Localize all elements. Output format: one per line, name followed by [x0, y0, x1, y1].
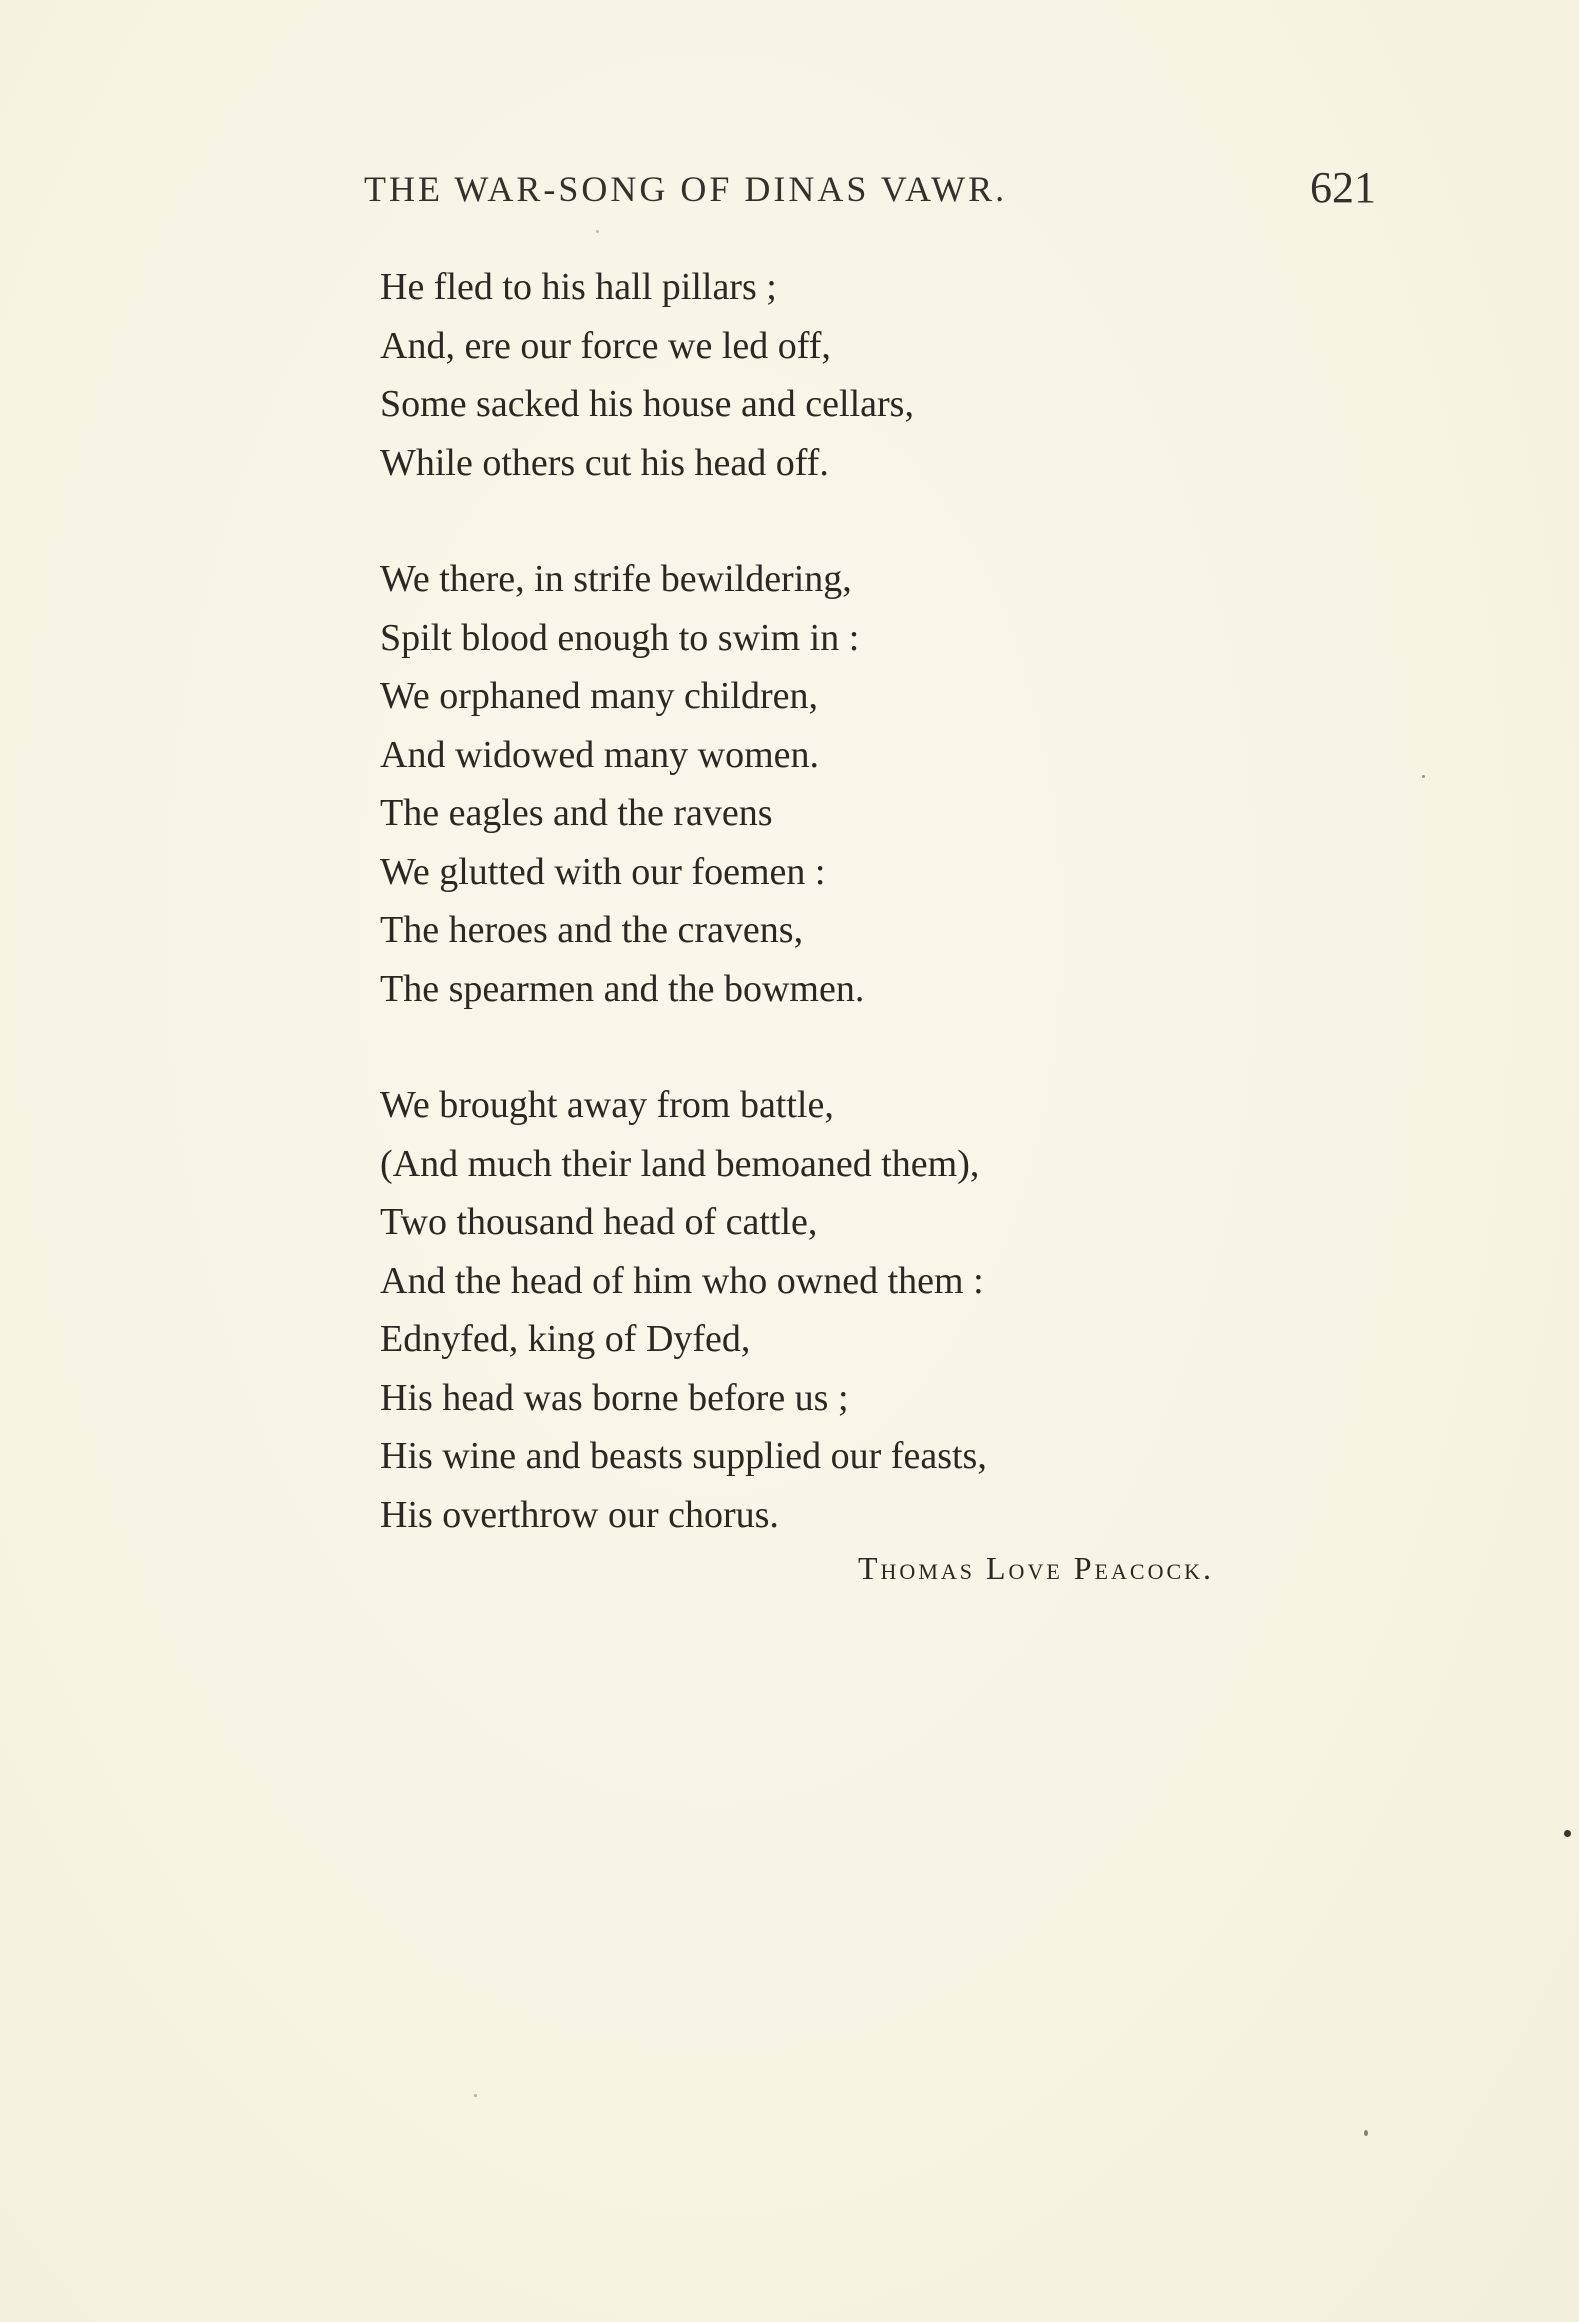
paper-speck: [596, 230, 599, 233]
poem-line: Two thousand head of cattle,: [380, 1201, 818, 1243]
paper-speck: [1422, 775, 1425, 778]
stanza: [380, 1076, 1380, 1544]
paper-speck: [1364, 2130, 1368, 2136]
poem-line: His overthrow our chorus.: [380, 1493, 779, 1536]
poem-line: His head was borne before us ;: [380, 1376, 849, 1419]
author-attribution: Thomas Love Peacock.: [858, 1550, 1215, 1586]
poem-line: And widowed many women.: [380, 733, 820, 776]
page-number: 621: [1310, 163, 1376, 212]
poem-line: We there, in strife bewildering,: [380, 558, 852, 600]
poem-line: Spilt blood enough to swim in :: [380, 616, 860, 659]
stanza: [380, 258, 1380, 492]
running-title: THE WAR-SONG OF DINAS VAWR.: [364, 169, 1008, 209]
poem-line: The spearmen and the bowmen.: [380, 967, 865, 1010]
poem-line: And the head of him who owned them :: [380, 1259, 984, 1302]
poem-line: Ednyfed, king of Dyfed,: [380, 1318, 751, 1360]
poem-line: While others cut his head off.: [380, 441, 829, 484]
poem-line: The eagles and the ravens: [380, 792, 773, 834]
poem-line: And, ere our force we led off,: [380, 324, 831, 367]
stanza: [380, 550, 1380, 1018]
poem-line: His wine and beasts supplied our feasts,: [380, 1435, 987, 1477]
poem-line: The heroes and the cravens,: [380, 909, 804, 951]
poem-body: [380, 258, 1380, 1544]
poem-line: (And much their land bemoaned them),: [380, 1142, 980, 1185]
poem-line: We orphaned many children,: [380, 675, 819, 717]
paper-speck: [474, 2094, 477, 2097]
poem-line: Some sacked his house and cellars,: [380, 383, 914, 425]
paper-speck: [1564, 1830, 1571, 1837]
poem-line: We brought away from battle,: [380, 1084, 834, 1126]
poem-line: He fled to his hall pillars ;: [380, 266, 777, 308]
poem-line: We glutted with our foemen :: [380, 850, 826, 893]
